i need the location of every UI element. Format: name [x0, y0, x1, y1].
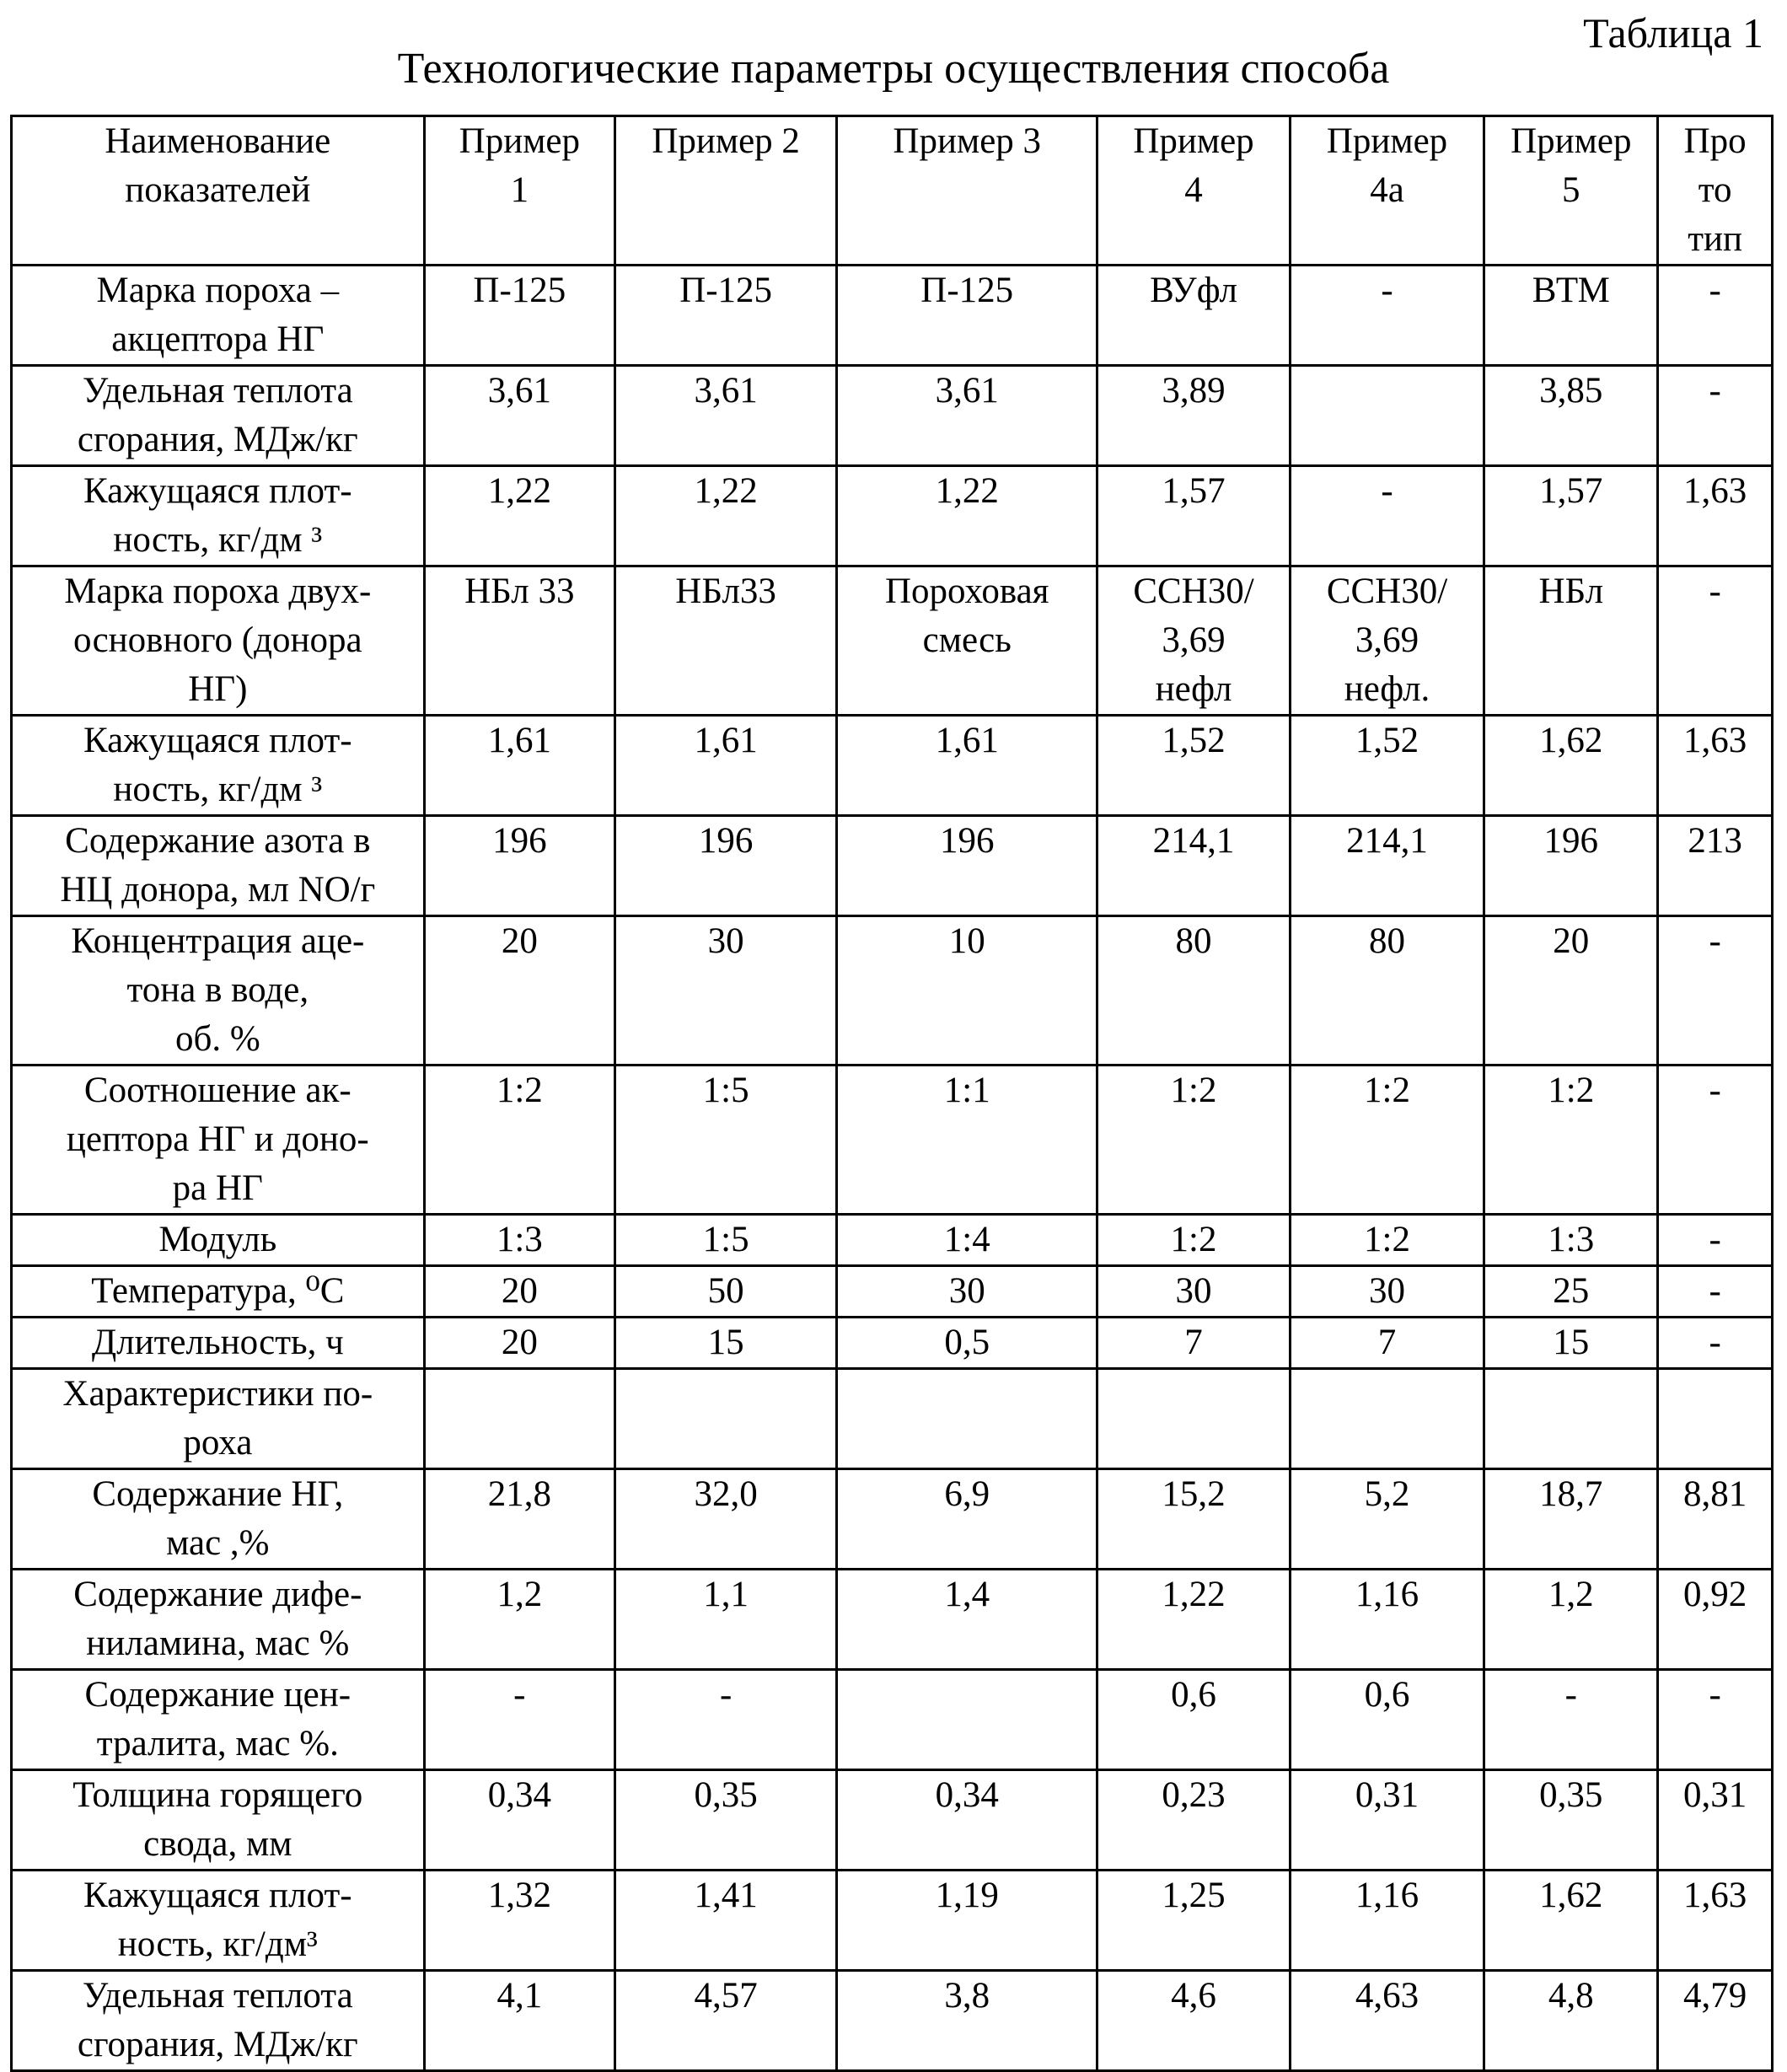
- table-cell: 0,23: [1097, 1770, 1290, 1871]
- table-cell: 50: [615, 1266, 837, 1318]
- table-cell: -: [1658, 1266, 1773, 1318]
- table-row: [12, 266, 1773, 366]
- table-cell: 3,61: [837, 366, 1097, 466]
- table-cell: -: [1658, 366, 1773, 466]
- table-cell: 1:2: [1097, 1215, 1290, 1266]
- table-cell: 80: [1290, 916, 1484, 1066]
- header-cell: Пример 1: [424, 116, 614, 266]
- table-row: [12, 1318, 1773, 1369]
- table-cell: 1:1: [837, 1066, 1097, 1215]
- table-cell: 214,1: [1290, 816, 1484, 916]
- header-cell: Пример 4а: [1290, 116, 1484, 266]
- table-cell: 30: [1097, 1266, 1290, 1318]
- row-label: Длительность, ч: [12, 1318, 425, 1369]
- row-label: Кажущаяся плот- ность, кг/дм ³: [12, 716, 425, 816]
- table-cell: 30: [615, 916, 837, 1066]
- table-cell: 196: [837, 816, 1097, 916]
- table-cell: 1,22: [837, 466, 1097, 566]
- table-number: Таблица 1: [1583, 9, 1763, 56]
- table-cell: 20: [1484, 916, 1658, 1066]
- table-cell: -: [1290, 266, 1484, 366]
- table-cell: 7: [1290, 1318, 1484, 1369]
- table-cell: НБл 33: [424, 566, 614, 716]
- row-label: Соотношение ак- цептора НГ и доно- ра НГ: [12, 1066, 425, 1215]
- header-cell: Про то тип: [1658, 116, 1773, 266]
- table-cell: 1,63: [1658, 716, 1773, 816]
- table-cell: ССН30/ 3,69 нефл: [1097, 566, 1290, 716]
- row-label: Удельная теплота сгорания, МДж/кг: [12, 366, 425, 466]
- table-row: [12, 466, 1773, 566]
- table-cell: 4,63: [1290, 1971, 1484, 2071]
- table-title: Технологические параметры осуществления способа: [397, 45, 1390, 93]
- table-cell: 1,61: [837, 716, 1097, 816]
- table-cell: 1:2: [1484, 1066, 1658, 1215]
- table-cell: 20: [424, 1266, 614, 1318]
- table-cell: 3,85: [1484, 366, 1658, 466]
- table-cell: 1:4: [837, 1215, 1097, 1266]
- table-cell: -: [1658, 1318, 1773, 1369]
- table-cell: [615, 1369, 837, 1469]
- table-cell: 1,57: [1097, 466, 1290, 566]
- table-cell: -: [1658, 566, 1773, 716]
- table-cell: 1,16: [1290, 1871, 1484, 1971]
- table-row: [12, 816, 1773, 916]
- table-cell: 0,35: [615, 1770, 837, 1871]
- table-cell: 0,34: [424, 1770, 614, 1871]
- table-cell: 1,63: [1658, 1871, 1773, 1971]
- table-cell: 3,61: [424, 366, 614, 466]
- table-cell: 1,62: [1484, 716, 1658, 816]
- table-row: [12, 1066, 1773, 1215]
- table-row: [12, 716, 1773, 816]
- table-cell: 1,2: [1484, 1570, 1658, 1670]
- table-cell: [837, 1670, 1097, 1770]
- row-label: Температура, ⁰С: [12, 1266, 425, 1318]
- table-cell: 1,22: [424, 466, 614, 566]
- table-cell: 1:3: [1484, 1215, 1658, 1266]
- table-cell: П-125: [615, 266, 837, 366]
- table-cell: 1,22: [1097, 1570, 1290, 1670]
- table-cell: -: [615, 1670, 837, 1770]
- table-cell: 1:3: [424, 1215, 614, 1266]
- table-cell: 1,2: [424, 1570, 614, 1670]
- row-label: Содержание азота в НЦ донора, мл NO/г: [12, 816, 425, 916]
- table-cell: НБл: [1484, 566, 1658, 716]
- table-cell: 30: [837, 1266, 1097, 1318]
- table-cell: 0,35: [1484, 1770, 1658, 1871]
- table-cell: 7: [1097, 1318, 1290, 1369]
- table-cell: -: [424, 1670, 614, 1770]
- table-cell: 20: [424, 1318, 614, 1369]
- table-cell: 1,4: [837, 1570, 1097, 1670]
- table-cell: [424, 1369, 614, 1469]
- row-label: Удельная теплота сгорания, МДж/кг: [12, 1971, 425, 2071]
- table-row: [12, 1266, 1773, 1318]
- table-cell: -: [1290, 466, 1484, 566]
- table-cell: 4,1: [424, 1971, 614, 2071]
- table-cell: 1:2: [1097, 1066, 1290, 1215]
- table-cell: -: [1658, 1215, 1773, 1266]
- table-cell: 5,2: [1290, 1469, 1484, 1570]
- row-label: Кажущаяся плот- ность, кг/дм ³: [12, 466, 425, 566]
- header-cell: Наименование показателей: [12, 116, 425, 266]
- table-row: [12, 1469, 1773, 1570]
- row-label: Толщина горящего свода, мм: [12, 1770, 425, 1871]
- table-cell: 6,9: [837, 1469, 1097, 1570]
- table-cell: П-125: [424, 266, 614, 366]
- table-cell: 8,81: [1658, 1469, 1773, 1570]
- table-row: [12, 366, 1773, 466]
- table-cell: Пороховая смесь: [837, 566, 1097, 716]
- table-row: [12, 1971, 1773, 2071]
- table-cell: -: [1658, 1066, 1773, 1215]
- table-row: [12, 1871, 1773, 1971]
- header-cell: Пример 3: [837, 116, 1097, 266]
- row-label: Содержание НГ, мас ,%: [12, 1469, 425, 1570]
- table-cell: 15: [1484, 1318, 1658, 1369]
- table-cell: 0,6: [1097, 1670, 1290, 1770]
- table-row: [12, 1670, 1773, 1770]
- table-cell: 1,61: [424, 716, 614, 816]
- table-cell: 1,16: [1290, 1570, 1484, 1670]
- table-row: [12, 916, 1773, 1066]
- table-cell: 4,57: [615, 1971, 837, 2071]
- table-cell: 1,32: [424, 1871, 614, 1971]
- table-cell: -: [1658, 1670, 1773, 1770]
- table-row: [12, 1570, 1773, 1670]
- row-label: Марка пороха – акцептора НГ: [12, 266, 425, 366]
- table-cell: -: [1658, 916, 1773, 1066]
- table-cell: 30: [1290, 1266, 1484, 1318]
- row-label: Концентрация аце- тона в воде, об. %: [12, 916, 425, 1066]
- table-cell: 1,41: [615, 1871, 837, 1971]
- table-cell: 1,61: [615, 716, 837, 816]
- row-label: Модуль: [12, 1215, 425, 1266]
- table-cell: 0,34: [837, 1770, 1097, 1871]
- table-cell: ССН30/ 3,69 нефл.: [1290, 566, 1484, 716]
- table-cell: 1,19: [837, 1871, 1097, 1971]
- table-cell: 1,52: [1097, 716, 1290, 816]
- row-label: Содержание дифе- ниламина, мас %: [12, 1570, 425, 1670]
- table-row: [12, 1215, 1773, 1266]
- table-cell: [1658, 1369, 1773, 1469]
- table-cell: 32,0: [615, 1469, 837, 1570]
- table-cell: 1:5: [615, 1215, 837, 1266]
- table-cell: -: [1484, 1670, 1658, 1770]
- parameters-table: [10, 115, 1774, 2072]
- table-cell: 4,8: [1484, 1971, 1658, 2071]
- table-cell: [1097, 1369, 1290, 1469]
- table-cell: 4,6: [1097, 1971, 1290, 2071]
- table-cell: 196: [424, 816, 614, 916]
- table-cell: 25: [1484, 1266, 1658, 1318]
- table-cell: 3,61: [615, 366, 837, 466]
- table-cell: 0,31: [1658, 1770, 1773, 1871]
- row-label: Кажущаяся плот- ность, кг/дм³: [12, 1871, 425, 1971]
- header-row: [12, 116, 1773, 266]
- header-cell: Пример 4: [1097, 116, 1290, 266]
- table-cell: 0,6: [1290, 1670, 1484, 1770]
- table-cell: 10: [837, 916, 1097, 1066]
- table-cell: 21,8: [424, 1469, 614, 1570]
- table-row: [12, 1770, 1773, 1871]
- table-row: [12, 1369, 1773, 1469]
- table-cell: [1290, 366, 1484, 466]
- table-cell: 15: [615, 1318, 837, 1369]
- table-cell: 1,62: [1484, 1871, 1658, 1971]
- table-cell: 213: [1658, 816, 1773, 916]
- table-cell: ВТМ: [1484, 266, 1658, 366]
- table-cell: 1,57: [1484, 466, 1658, 566]
- table-cell: 1,63: [1658, 466, 1773, 566]
- table-cell: 1,1: [615, 1570, 837, 1670]
- table-cell: 214,1: [1097, 816, 1290, 916]
- table-cell: ВУфл: [1097, 266, 1290, 366]
- row-label: Характеристики по- роха: [12, 1369, 425, 1469]
- table-cell: 196: [1484, 816, 1658, 916]
- row-label: Содержание цен- тралита, мас %.: [12, 1670, 425, 1770]
- table-cell: П-125: [837, 266, 1097, 366]
- table-cell: 196: [615, 816, 837, 916]
- table-cell: 1,52: [1290, 716, 1484, 816]
- table-cell: 1,22: [615, 466, 837, 566]
- table-cell: 1:5: [615, 1066, 837, 1215]
- table-cell: 0,31: [1290, 1770, 1484, 1871]
- table-row: [12, 566, 1773, 716]
- table-cell: -: [1658, 266, 1773, 366]
- table-cell: 4,79: [1658, 1971, 1773, 2071]
- table-cell: 1:2: [1290, 1215, 1484, 1266]
- table-cell: 0,92: [1658, 1570, 1773, 1670]
- header-cell: Пример 2: [615, 116, 837, 266]
- table-cell: 3,89: [1097, 366, 1290, 466]
- row-label: Марка пороха двух- основного (донора НГ): [12, 566, 425, 716]
- table-cell: [1290, 1369, 1484, 1469]
- table-cell: 1,25: [1097, 1871, 1290, 1971]
- table-cell: НБл33: [615, 566, 837, 716]
- table-cell: 20: [424, 916, 614, 1066]
- table-cell: [1484, 1369, 1658, 1469]
- table-cell: [837, 1369, 1097, 1469]
- table-cell: 18,7: [1484, 1469, 1658, 1570]
- table-cell: 3,8: [837, 1971, 1097, 2071]
- table-cell: 1:2: [424, 1066, 614, 1215]
- header-cell: Пример 5: [1484, 116, 1658, 266]
- table-cell: 0,5: [837, 1318, 1097, 1369]
- table-cell: 15,2: [1097, 1469, 1290, 1570]
- table-cell: 1:2: [1290, 1066, 1484, 1215]
- table-cell: 80: [1097, 916, 1290, 1066]
